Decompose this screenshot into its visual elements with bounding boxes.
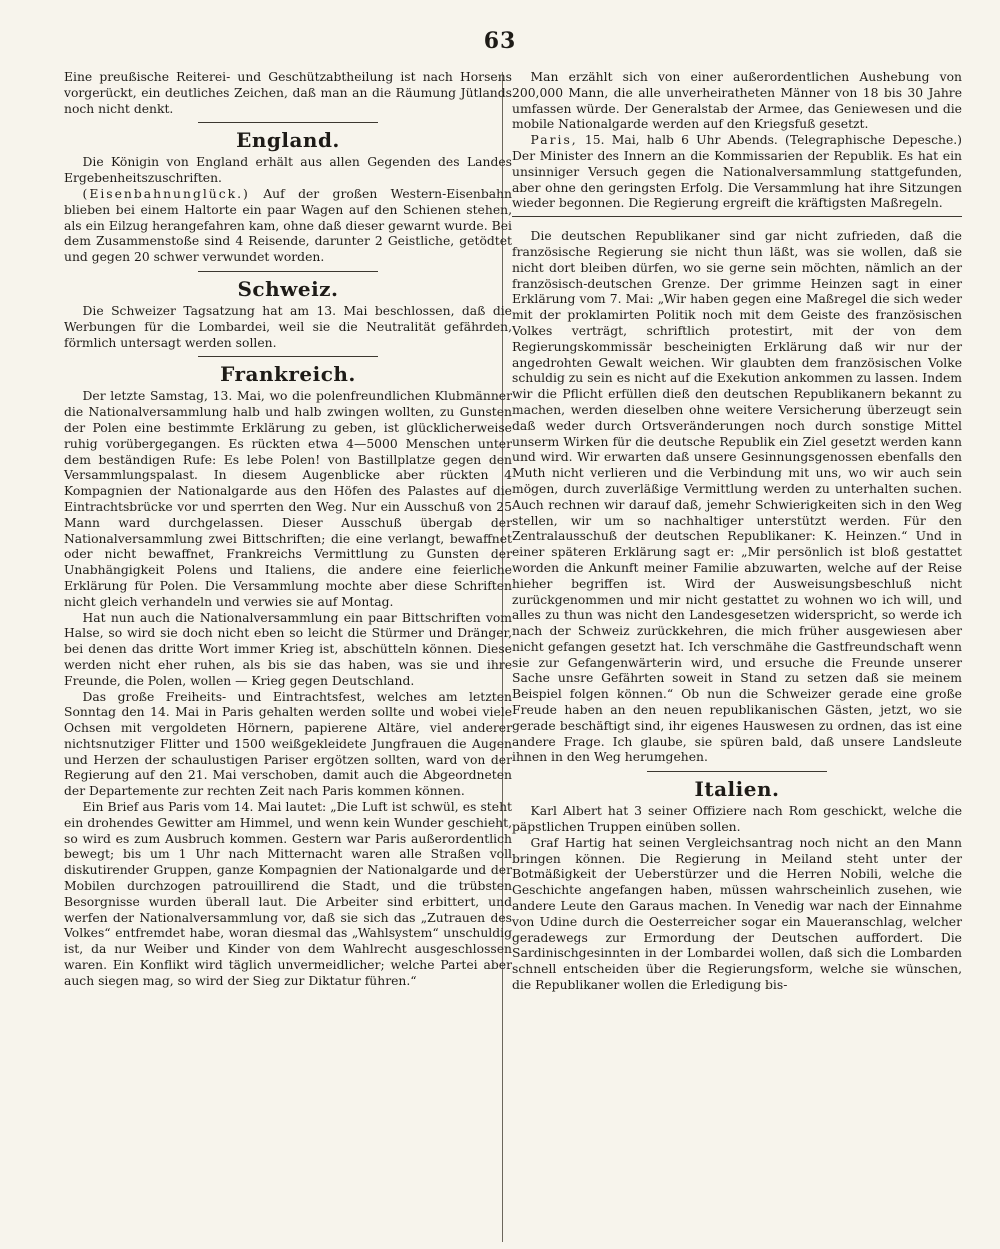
right-paragraph-2-lead: Paris, — [530, 133, 578, 148]
right-paragraph-2 — [512, 133, 962, 212]
right-column — [512, 70, 962, 994]
left-column — [64, 70, 512, 990]
italien-paragraph-1: Karl Albert hat 3 seiner Offiziere nach Rom geschickt, welche die päpstlichen Truppen einüben sollen. — [512, 804, 962, 835]
section-divider — [198, 271, 377, 272]
heading-frankreich: Frankreich. — [220, 362, 356, 387]
intro-paragraph: Eine preußische Reiterei- und Geschützabtheilung ist nach Horsens vorgerückt, ein deutliches Zeichen, daß man an die Räumung Jütlands noch nicht denkt. — [64, 70, 512, 116]
section-divider — [198, 122, 377, 123]
section-divider — [647, 771, 827, 772]
england-paragraph-2-lead: (Eisenbahnunglück.) — [82, 186, 250, 201]
section-divider — [198, 356, 377, 357]
right-paragraph-3: Die deutschen Republikaner sind gar nicht zufrieden, daß die französische Regierung sie nicht thun läßt, was sie wollen, daß sie nicht dort bleiben dürfen, wo sie gerne sein möchten, nämlich an der französisch-deutschen Grenze. Der grimme Heinzen sagt in einer Erklärung vom 7. Mai: „Wir haben gegen eine Maßregel die sich weder mit der proklamirten Politik noch mit dem Geiste des französischen Volkes verträgt, schriftlich protestirt, mit der von dem Regierungskommissär bescheinigten Erklärung daß wir nur der angedrohten Gewalt weichen. Wir glaubten dem französischen Volke schuldig zu sein es nicht auf die Exekution ankommen zu lassen. Indem wir die Pflicht erfüllen dieß den deutschen Republikanern bekannt zu machen, werden dieselben ohne weitere Versicherung überzeugt sein daß weder durch Ortsveränderungen noch durch sonstige Mittel unserm Wirken für die deutsche Republik ein Ziel gesetzt werden kann und wird. Wir erwarten daß unsere Gesinnungsgenossen ebenfalls den Muth nicht verlieren und die Verbindung mit uns, wo wir auch sein mögen, durch zuverläßige Vermittlung werden zu unterhalten suchen. Auch rechnen wir darauf daß, jemehr Schwierigkeiten sich in den Weg stellen, wir um so nachhaltiger unterstützt werden. Für den Zentralausschuß der deutschen Republikaner: K. Heinzen.“ Und in einer späteren Erklärung sagt er: „Mir persönlich ist bloß gestattet worden die Ankunft meiner Familie abzuwarten, welche auf der Reise hieher begriffen ist. Wird der Ausweisungsbeschluß nicht zurückgenommen und mir nicht gestattet zu wohnen wo ich will, und alles zu thun was nicht den Landesgesetzen widerspricht, so werde ich nach der Schweiz zurückkehren, die mich früher ausgewiesen aber nicht gefangen gesetzt hat. Ich verschmähe die Gastfreundschaft wenn sie zur Gefangenwärterin wird, und ersuche die Freunde unserer Sache unsre Gefährten soweit in Stand zu setzen daß sie meinem Beispiel folgen können.“ Ob nun die Schweizer gerade eine große Freude haben an den neuen republikanischen Gästen, jetzt, wo sie gerade beschäftigt sind, ihr eigenes Hauswesen zu ordnen, das ist eine andere Frage. Ich glaube, sie spüren bald, daß unsere Landsleute ihnen in den Weg herumgehen. — [512, 229, 962, 765]
page-number: 63 — [483, 28, 517, 54]
right-paragraph-1: Man erzählt sich von einer außerordentlichen Aushebung von 200,000 Mann, die alle unverheiratheten Männer von 18 bis 30 Jahre umfassen würde. Der Generalstab der Armee, das Geniewesen und die mobile Nationalgarde werden auf den Kriegsfuß gesetzt. — [512, 70, 962, 132]
frankreich-paragraph-3: Das große Freiheits- und Eintrachtsfest, welches am letzten Sonntag den 14. Mai in Paris gehalten werden sollte und wobei viele Ochsen mit vergoldeten Hörnern, papierene Altäre, viel anderer nichtsnutziger Flitter und 1500 weißgekleidete Jungfrauen die Augen und Herzen der schaulustigen Pariser ergötzen sollten, ward von der Regierung auf den 21. Mai verschoben, damit auch die Abgeordneten der Departemente zur rechten Zeit nach Paris kommen können. — [64, 689, 512, 799]
england-paragraph-2-text: Auf der großen Western-Eisenbahn blieben bei einem Haltorte ein paar Wagen auf den Schienen stehen, als ein Eilzug herangefahren kam, ohne daß dieser gewarnt wurde. Bei dem Zusammenstoße sind 4 Reisende, darunter 2 Geistliche, getödtet und gegen 20 schwer verwundet worden. — [64, 186, 512, 265]
italien-paragraph-2: Graf Hartig hat seinen Vergleichsantrag noch nicht an den Mann bringen können. Die Regierung in Meiland steht unter der Botmäßigkeit der Ueberstürzer und die Herren Nobili, welche die Geschichte angefangen haben, müssen wahrscheinlich zusehen, wie andere Leute den Garaus machen. In Venedig war nach der Einnahme von Udine durch die Oesterreicher sogar ein Maueranschlag, welcher geradewegs zur Ermordung der Deutschen auffordert. Die Sardinischgesinnten in der Lombardei wollen, daß sich die Lombarden schnell entscheiden über die Regierungsform, welche sie wünschen, die Republikaner wollen die Erledigung bis- — [512, 835, 962, 993]
heading-england: England. — [236, 128, 340, 153]
heading-schweiz: Schweiz. — [237, 276, 339, 301]
right-paragraph-2-text: 15. Mai, halb 6 Uhr Abends. (Telegraphische Depesche.) Der Minister des Innern an die Kommissarien der Republik. Es hat ein unsinniger Versuch gegen die Nationalversammlung stattgefunden, aber ohne den geringsten Erfolg. Die Versammlung hat ihre Sitzungen wieder begonnen. Die Regierung ergreift die kräftigsten Maßregeln. — [512, 133, 962, 211]
schweiz-paragraph-1: Die Schweizer Tagsatzung hat am 13. Mai beschlossen, daß die Werbungen für die Lombardei, weil sie die Neutralität gefährden, förmlich untersagt werden sollen. — [64, 303, 512, 350]
england-paragraph-2 — [64, 187, 512, 266]
heading-italien: Italien. — [694, 777, 780, 802]
section-divider — [512, 216, 962, 217]
frankreich-paragraph-2: Hat nun auch die Nationalversammlung ein paar Bittschriften vom Halse, so wird sie doch nicht eben so leicht die Stürmer und Dränger, bei denen das dritte Wort immer Krieg ist, abschütteln können. Diese werden nicht eher ruhen, als bis sie das haben, was sie und ihre Freunde, die Polen, wollen — Krieg gegen Deutschland. — [64, 610, 512, 688]
frankreich-paragraph-1: Der letzte Samstag, 13. Mai, wo die polenfreundlichen Klubmänner die Nationalversammlung halb und halb zwingen wollten, zu Gunsten der Polen eine bestimmte Erklärung zu geben, ist glücklicherweise ruhig vorübergegangen. Es rückten etwa 4—5000 Menschen unter dem beständigen Rufe: Es lebe Polen! von Bastillplatze gegen den Versammlungspalast. In diesem Augenblicke aber rückten 4 Kompagnien der Nationalgarde aus den Höfen des Palastes auf die Eintrachtsbrücke vor und sperrten den Weg. Nur ein Ausschuß von 25 Mann ward durchgelassen. Dieser Ausschuß übergab der Nationalversammlung zwei Bittschriften; die eine verlangt, bewaffnet oder nicht bewaffnet, Frankreichs Vermittlung zu Gunsten der Unabhängigkeit Polens und Italiens, die andere eine feierliche Erklärung für Polen. Die Versammlung mochte aber diese Schriften nicht gleich verhandeln und verwies sie auf Montag. — [64, 389, 512, 609]
frankreich-paragraph-4: Ein Brief aus Paris vom 14. Mai lautet: „Die Luft ist schwül, es steht ein drohendes Gewitter am Himmel, und wenn kein Wunder geschieht, so wird es zum Ausbruch kommen. Gestern war Paris außerordentlich bewegt; bis um 1 Uhr nach Mitternacht waren alle Straßen voll diskutirender Gruppen, ganze Kompagnien der Nationalgarde und der Mobilen durchzogen patrouillirend die Stadt, und die trübsten Besorgnisse wurden überall laut. Die Arbeiter sind erbittert, und werfen der Nationalversammlung vor, daß sie sich das „Zutrauen des Volkes“ entfremdet habe, woran diesmal das „Wahlsystem“ unschuldig ist, da nur Weiber und Kinder von dem Wahlrecht ausgeschlossen waren. Ein Konflikt wird täglich unvermeidlicher; welche Partei aber auch siegen mag, so wird der Sieg zur Diktatur führen.“ — [64, 800, 512, 988]
england-paragraph-1: Die Königin von England erhält aus allen Gegenden des Landes Ergebenheitszuschriften. — [64, 155, 512, 186]
